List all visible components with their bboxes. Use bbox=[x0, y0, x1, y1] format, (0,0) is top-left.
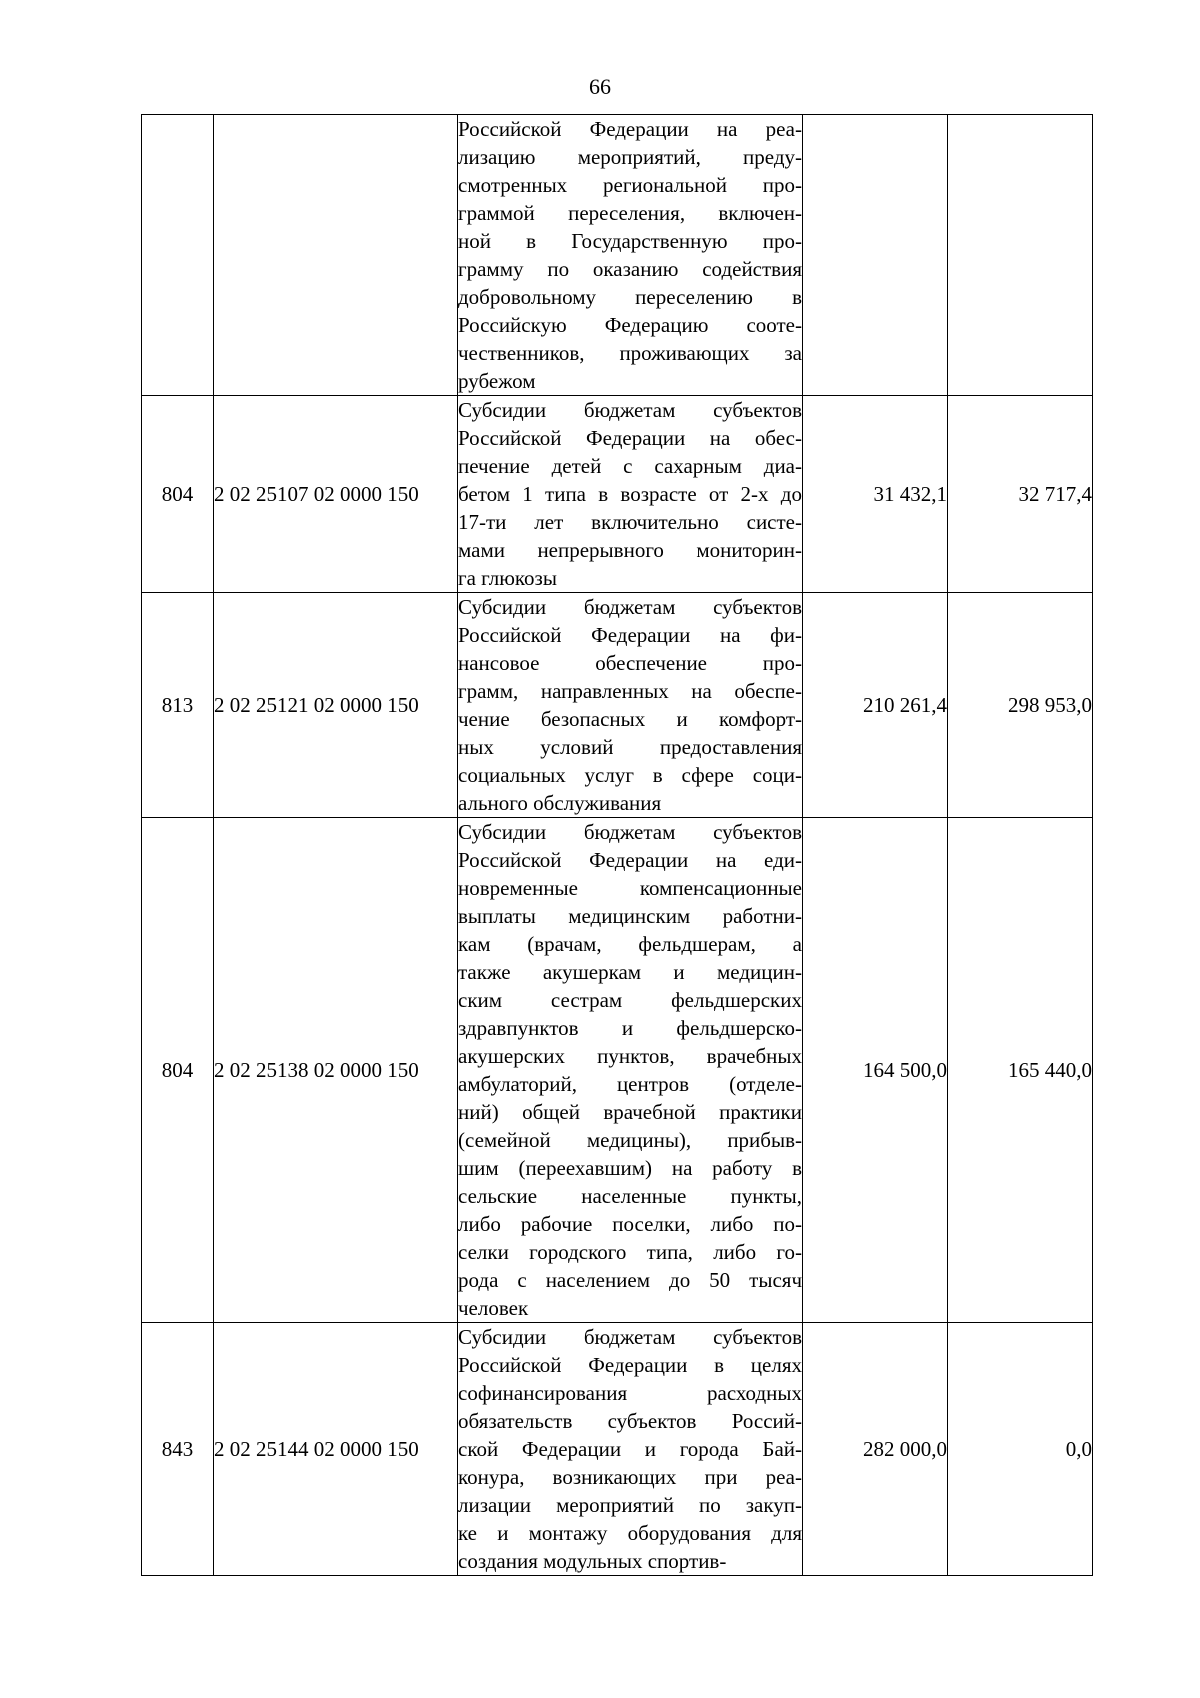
description-line: обязательств субъектов Россий- bbox=[458, 1409, 802, 1433]
table-row bbox=[142, 396, 1093, 593]
description-line: смотренных региональной про- bbox=[458, 173, 802, 197]
description-cell bbox=[458, 1323, 803, 1576]
table-row bbox=[142, 115, 1093, 396]
description-line: Субсидии бюджетам субъектов bbox=[458, 595, 802, 619]
admin-code-cell: 804 bbox=[142, 396, 214, 593]
budget-code-cell: 2 02 25138 02 0000 150 bbox=[214, 818, 458, 1323]
budget-table bbox=[141, 114, 1093, 1576]
description-line: рубежом bbox=[458, 369, 536, 393]
description-line: акушерских пунктов, врачебных bbox=[458, 1044, 802, 1068]
description-line: Субсидии бюджетам субъектов bbox=[458, 398, 802, 422]
description-line: здравпунктов и фельдшерско- bbox=[458, 1016, 802, 1040]
admin-code-cell: 843 bbox=[142, 1323, 214, 1576]
table-row bbox=[142, 818, 1093, 1323]
table-body bbox=[142, 115, 1093, 1576]
description-line: также акушеркам и медицин- bbox=[458, 960, 802, 984]
description-line: ской Федерации и города Бай- bbox=[458, 1437, 802, 1461]
value-2024-cell: 164 500,0 bbox=[803, 818, 948, 1323]
description-line: социальных услуг в сфере соци- bbox=[458, 763, 802, 787]
budget-code-cell: 2 02 25144 02 0000 150 bbox=[214, 1323, 458, 1576]
admin-code-cell bbox=[142, 115, 214, 396]
description-line: Российской Федерации в целях bbox=[458, 1353, 802, 1377]
description-cell bbox=[458, 396, 803, 593]
description-line: новременные компенсационные bbox=[458, 876, 802, 900]
description-line: лизацию мероприятий, преду- bbox=[458, 145, 802, 169]
description-line: софинансирования расходных bbox=[458, 1381, 802, 1405]
description-line: грамм, направленных на обеспе- bbox=[458, 679, 802, 703]
value-2024-cell: 282 000,0 bbox=[803, 1323, 948, 1576]
table-row bbox=[142, 593, 1093, 818]
description-line: Российскую Федерацию соотe- bbox=[458, 313, 802, 337]
description-line: ке и монтажу оборудования для bbox=[458, 1521, 802, 1545]
description-line: селки городского типа, либо го- bbox=[458, 1240, 802, 1264]
description-line: Российской Федерации на фи- bbox=[458, 623, 802, 647]
description-line: Субсидии бюджетам субъектов bbox=[458, 1325, 802, 1349]
value-2025-cell bbox=[948, 115, 1093, 396]
admin-code-cell: 813 bbox=[142, 593, 214, 818]
value-2024-cell: 210 261,4 bbox=[803, 593, 948, 818]
description-line: чение безопасных и комфорт- bbox=[458, 707, 802, 731]
value-2025-cell: 298 953,0 bbox=[948, 593, 1093, 818]
budget-code-cell: 2 02 25107 02 0000 150 bbox=[214, 396, 458, 593]
budget-code-cell bbox=[214, 115, 458, 396]
description-line: сельские населенные пункты, bbox=[458, 1184, 802, 1208]
description-line: либо рабочие поселки, либо по- bbox=[458, 1212, 802, 1236]
description-line: ским сестрам фельдшерских bbox=[458, 988, 802, 1012]
description-line: шим (переехавшим) на работу в bbox=[458, 1156, 802, 1180]
description-line: 17-ти лет включительно систе- bbox=[458, 510, 802, 534]
description-line: нансовое обеспечение про- bbox=[458, 651, 802, 675]
value-2025-cell: 32 717,4 bbox=[948, 396, 1093, 593]
description-line: ального обслуживания bbox=[458, 791, 662, 815]
description-cell bbox=[458, 593, 803, 818]
description-line: мами непрерывного мониторин- bbox=[458, 538, 802, 562]
value-2024-cell bbox=[803, 115, 948, 396]
description-line: рода с населением до 50 тысяч bbox=[458, 1268, 802, 1292]
value-2024-cell: 31 432,1 bbox=[803, 396, 948, 593]
budget-code-cell: 2 02 25121 02 0000 150 bbox=[214, 593, 458, 818]
description-line: добровольному переселению в bbox=[458, 285, 802, 309]
description-line: Субсидии бюджетам субъектов bbox=[458, 820, 802, 844]
description-line: Российской Федерации на реа- bbox=[458, 117, 802, 141]
description-line: ний) общей врачебной практики bbox=[458, 1100, 802, 1124]
description-line: бетом 1 типа в возрасте от 2-х до bbox=[458, 482, 802, 506]
value-2025-cell: 165 440,0 bbox=[948, 818, 1093, 1323]
description-line: (семейной медицины), прибыв- bbox=[458, 1128, 802, 1152]
description-line: печение детей с сахарным диа- bbox=[458, 454, 802, 478]
description-line: га глюкозы bbox=[458, 566, 557, 590]
description-line: чественников, проживающих за bbox=[458, 341, 802, 365]
description-line: ных условий предоставления bbox=[458, 735, 802, 759]
description-line: амбулаторий, центров (отделе- bbox=[458, 1072, 802, 1096]
description-line: выплаты медицинским работни- bbox=[458, 904, 802, 928]
description-line: лизации мероприятий по закуп- bbox=[458, 1493, 802, 1517]
description-line: граммой переселения, включен- bbox=[458, 201, 802, 225]
description-line: грамму по оказанию содействия bbox=[458, 257, 802, 281]
description-cell bbox=[458, 115, 803, 396]
table-row bbox=[142, 1323, 1093, 1576]
admin-code-cell: 804 bbox=[142, 818, 214, 1323]
description-line: человек bbox=[458, 1296, 529, 1320]
description-line: кам (врачам, фельдшерам, а bbox=[458, 932, 802, 956]
description-line: создания модульных спортив- bbox=[458, 1549, 727, 1573]
value-2025-cell: 0,0 bbox=[948, 1323, 1093, 1576]
description-line: ной в Государственную про- bbox=[458, 229, 802, 253]
description-cell bbox=[458, 818, 803, 1323]
description-line: Российской Федерации на обес- bbox=[458, 426, 802, 450]
page-number: 66 bbox=[589, 74, 611, 99]
description-line: конура, возникающих при реа- bbox=[458, 1465, 802, 1489]
description-line: Российской Федерации на еди- bbox=[458, 848, 802, 872]
